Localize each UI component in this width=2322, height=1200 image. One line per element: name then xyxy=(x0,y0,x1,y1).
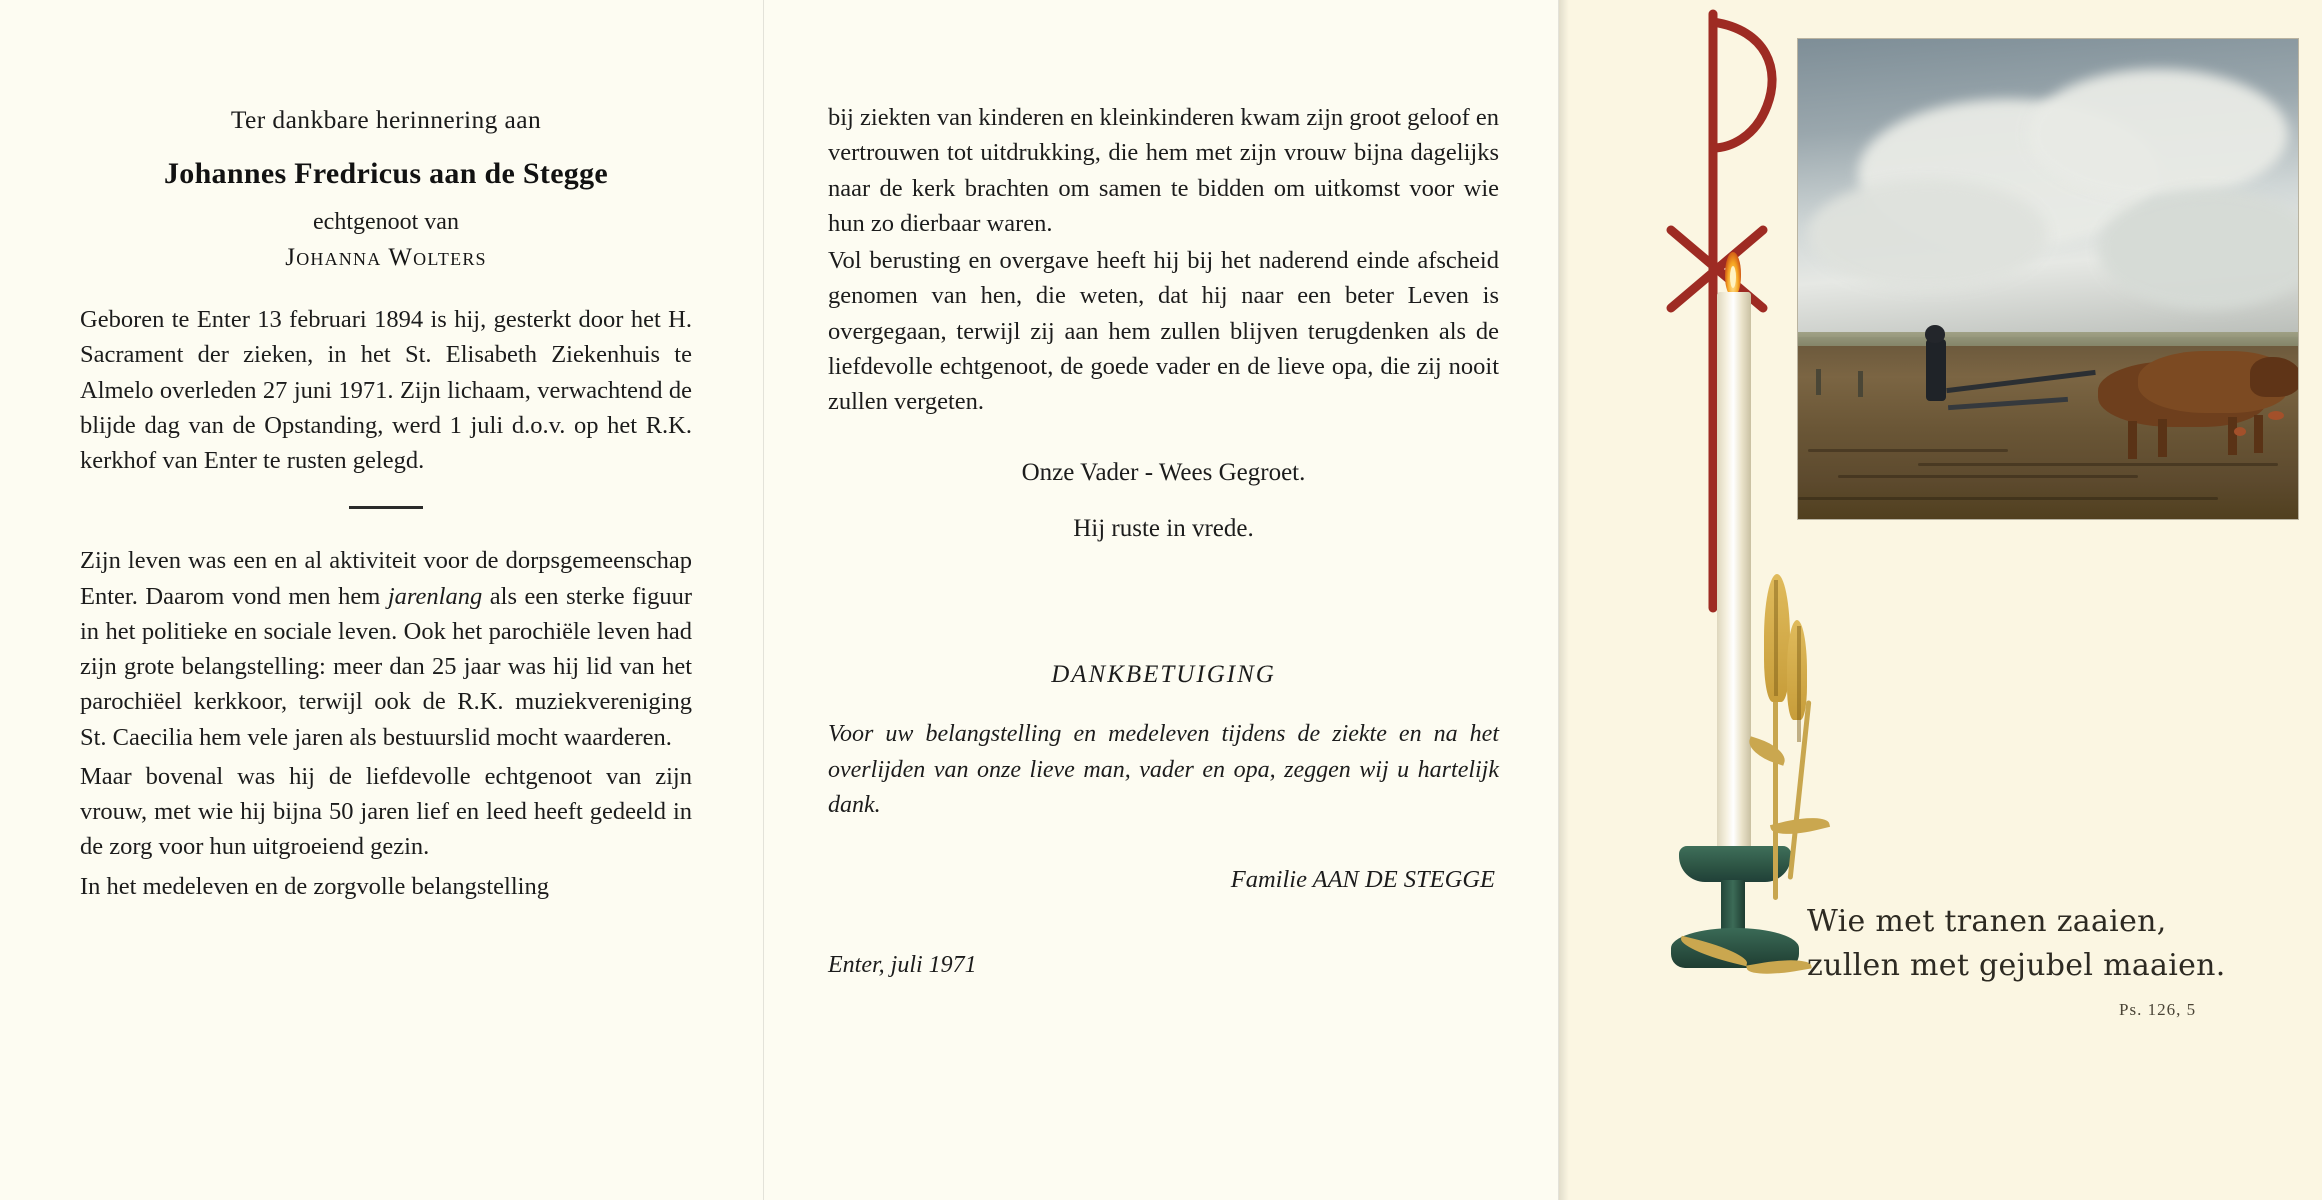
photo-ox-leg-1 xyxy=(2128,421,2137,459)
photo-ox-leg-3 xyxy=(2228,417,2237,455)
photo-furrow-4 xyxy=(1918,463,2278,466)
deceased-name: Johannes Fredricus aan de Stegge xyxy=(163,157,609,190)
verse-reference: Ps. 126, 5 xyxy=(2119,1000,2197,1019)
candle xyxy=(1717,292,1751,854)
photo-cloud-2 xyxy=(2028,69,2288,199)
photo-furrow-2 xyxy=(1838,475,2138,478)
family-signature: Familie AAN DE STEGGE xyxy=(1230,865,1495,893)
photo-farmer-body xyxy=(1926,339,1946,401)
divider-rule xyxy=(349,506,423,509)
lead-text: Ter dankbare herinnering aan xyxy=(230,105,542,134)
verse-line-1: Wie met tranen zaaien, xyxy=(1807,904,2167,939)
panel-right xyxy=(1559,0,2322,1200)
prayer-line-2: Hij ruste in vrede. xyxy=(1073,515,1254,543)
left-paragraph-2-emphasis: jarenlang xyxy=(387,582,483,610)
photo-ox-leg-4 xyxy=(2254,415,2263,453)
wheat-stalk-1 xyxy=(1773,690,1778,900)
wheat-leaf-2 xyxy=(1770,811,1830,841)
left-paragraph-2 xyxy=(80,543,692,755)
photo-furrow-1 xyxy=(1808,449,2008,452)
panel-edge-shadow xyxy=(1559,0,1569,1200)
photo-detail-red-2 xyxy=(2234,427,2246,436)
photo-fence-post-1 xyxy=(1816,369,1821,395)
thanks-body: Voor uw belangstelling en medeleven tijdens de ziekte en na het overlijden van onze lieve man, vader en opa, zeggen wij u hartelijk dank. xyxy=(828,721,1499,819)
left-paragraph-1: Geboren te Enter 13 februari 1894 is hij, gesterkt door het H. Sacrament der zieken, in het St. Elisabeth Ziekenhuis te Almelo overleden 27 juni 1971. Zijn lichaam, verwachtend de blijde dag van de Opstanding, werd 1 juli d.o.v. op het R.K. kerkhof van Enter te rusten gelegd. xyxy=(80,306,692,475)
wheat-ear-2 xyxy=(1787,620,1807,720)
spouse-name: Johanna Wolters xyxy=(285,244,487,271)
left-paragraph-2-a: Zijn leven was een en al aktiviteit voor de dorpsgemeenschap Enter. Daarom vond men hem xyxy=(80,547,692,610)
mid-paragraph-2: Vol berusting en overgave heeft hij bij het naderend einde afscheid genomen van hen, die weten, dat hij naar een beter Leven is overgegaan, terwijl zij aan hem zullen blijven terugdenken als de liefdevolle echtgenoot, de goede vader en de lieve opa, die zij nooit zullen vergeten. xyxy=(828,247,1499,416)
verse-line-2: zullen met gejubel maaien. xyxy=(1807,947,2226,983)
photo-farmer-head xyxy=(1925,325,1945,343)
thanks-title: DANKBETUIGING xyxy=(1051,661,1276,689)
left-paragraph-4: In het medeleven en de zorgvolle belangstelling xyxy=(80,872,549,900)
place-and-date: Enter, juli 1971 xyxy=(828,951,977,978)
verse-text xyxy=(1807,900,2277,987)
photo-cloud-3 xyxy=(1808,179,2048,289)
photo-furrow-3 xyxy=(1798,497,2218,500)
photo-fence-post-2 xyxy=(1858,371,1863,397)
photo-ox-head xyxy=(2250,357,2299,397)
panel-middle xyxy=(764,0,1559,1200)
photo-detail-red-1 xyxy=(2268,411,2284,420)
left-paragraph-3: Maar bovenal was hij de liefdevolle echtgenoot van zijn vrouw, met wie hij bijna 50 jaren lief en leed heeft gedeeld in de zorg voor hun uitgroeiend gezin. xyxy=(80,762,692,861)
prayer-line-1: Onze Vader - Wees Gegroet. xyxy=(1021,459,1306,487)
candle-holder-stem xyxy=(1721,880,1745,932)
spouse-label: echtgenoot van xyxy=(313,209,459,235)
left-paragraph-2-b: als een sterke figuur in het politieke en sociale leven. Ook het parochiële leven had zijn grote belangstelling: meer dan 25 jaar was hij lid van het parochiëel kerkkoor, terwijl ook de R.K. muziekvereniging St. Caecilia hem vele jaren als bestuurslid mocht waarderen. xyxy=(80,582,692,751)
mid-paragraph-1: bij ziekten van kinderen en kleinkinderen kwam zijn groot geloof en vertrouwen tot uitdrukking, die hem met zijn vrouw bijna dagelijks naar de kerk brachten om samen te bidden om uitkomst voor wie hun zo dierbaar waren. xyxy=(828,104,1499,237)
photo-ox-leg-2 xyxy=(2158,419,2167,457)
photo-ploughing-scene xyxy=(1797,38,2299,520)
wheat-leaf-1 xyxy=(1745,736,1789,765)
candle-flame-core xyxy=(1730,266,1736,288)
panel-left xyxy=(0,0,764,1200)
